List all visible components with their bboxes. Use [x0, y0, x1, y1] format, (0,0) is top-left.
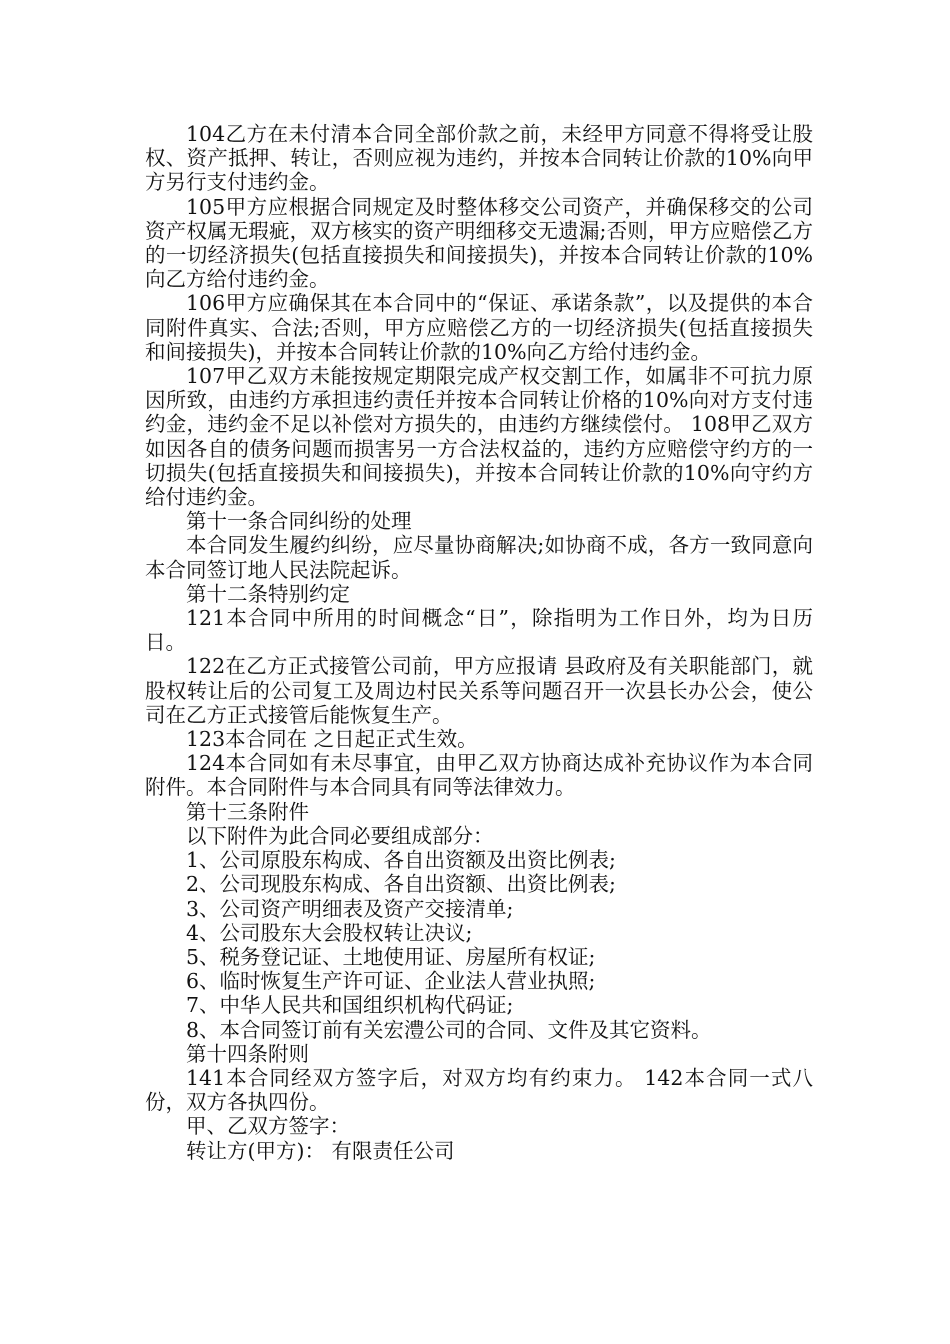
article-13-heading: 第十三条附件: [186, 799, 309, 824]
clause-107-108: 107甲乙双方未能按规定期限完成产权交割工作，如属非不可抗力原因所致，由违约方承担违约责任并按本合同转让价格的10%向对方支付违约金，违约金不足以补偿对方损失的，由违约方继续偿付。 108甲乙双方如因各自的债务问题而损害另一方合法权益的，违约方应赔偿守约方的一切损失(包括直接损失和间接损失)，并按本合同转让价款的10%向守约方给付违约金。: [145, 364, 813, 510]
attachment-item-1: 1、公司原股东构成、各自出资额及出资比例表;: [186, 848, 616, 873]
attachment-item-8: 8、本合同签订前有关宏澧公司的合同、文件及其它资料。: [186, 1017, 712, 1042]
clause-141-142: 141本合同经双方签字后，对双方均有约束力。 142本合同一式八份，双方各执四份。: [145, 1065, 813, 1115]
attachments-intro: 以下附件为此合同必要组成部分：: [186, 823, 494, 848]
article-12-heading: 第十二条特别约定: [186, 581, 350, 606]
clause-104: 104乙方在未付清本合同全部价款之前，未经甲方同意不得将受让股权、资产抵押、转让，否则应视为违约，并按本合同转让价款的10%向甲方另行支付违约金。: [145, 122, 813, 195]
signature-heading: 甲、乙双方签字：: [186, 1114, 350, 1139]
clause-106: 106甲方应确保其在本合同中的“保证、承诺条款”，以及提供的本合同附件真实、合法;否则，甲方应赔偿乙方的一切经济损失(包括直接损失和间接损失)，并按本合同转让价款的10%向乙方给付违约金。: [145, 291, 813, 364]
dispute-resolution-text: 本合同发生履约纠纷，应尽量协商解决;如协商不成，各方一致同意向本合同签订地人民法院起诉。: [145, 533, 813, 582]
clause-122: 122在乙方正式接管公司前，甲方应报请 县政府及有关职能部门，就股权转让后的公司复工及周边村民关系等问题召开一次县长办公会，使公司在乙方正式接管后能恢复生产。: [145, 654, 813, 727]
contract-page: [145, 122, 813, 1163]
attachment-item-5: 5、税务登记证、土地使用证、房屋所有权证;: [186, 944, 596, 969]
clause-124: 124本合同如有未尽事宜，由甲乙双方协商达成补充协议作为本合同附件。本合同附件与本合同具有同等法律效力。: [145, 751, 813, 800]
article-14-heading: 第十四条附则: [186, 1041, 309, 1066]
attachment-item-6: 6、临时恢复生产许可证、企业法人营业执照;: [186, 969, 596, 994]
article-11-heading: 第十一条合同纠纷的处理: [186, 509, 412, 534]
attachment-item-7: 7、中华人民共和国组织机构代码证;: [186, 993, 514, 1018]
attachment-item-4: 4、公司股东大会股权转让决议;: [186, 920, 473, 945]
clause-105: 105甲方应根据合同规定及时整体移交公司资产，并确保移交的公司资产权属无瑕疵，双方核实的资产明细移交无遗漏;否则，甲方应赔偿乙方的一切经济损失(包括直接损失和间接损失)，并按本合同转让价款的10%向乙方给付违约金。: [145, 194, 813, 292]
transferor-signature-line: 转让方(甲方)： 有限责任公司: [186, 1138, 455, 1163]
clause-121: 121本合同中所用的时间概念“日”，除指明为工作日外，均为日历日。: [145, 606, 813, 655]
clause-123: 123本合同在 之日起正式生效。: [186, 727, 478, 752]
attachment-item-3: 3、公司资产明细表及资产交接清单;: [186, 896, 514, 921]
attachment-item-2: 2、公司现股东构成、各自出资额、出资比例表;: [186, 872, 616, 897]
